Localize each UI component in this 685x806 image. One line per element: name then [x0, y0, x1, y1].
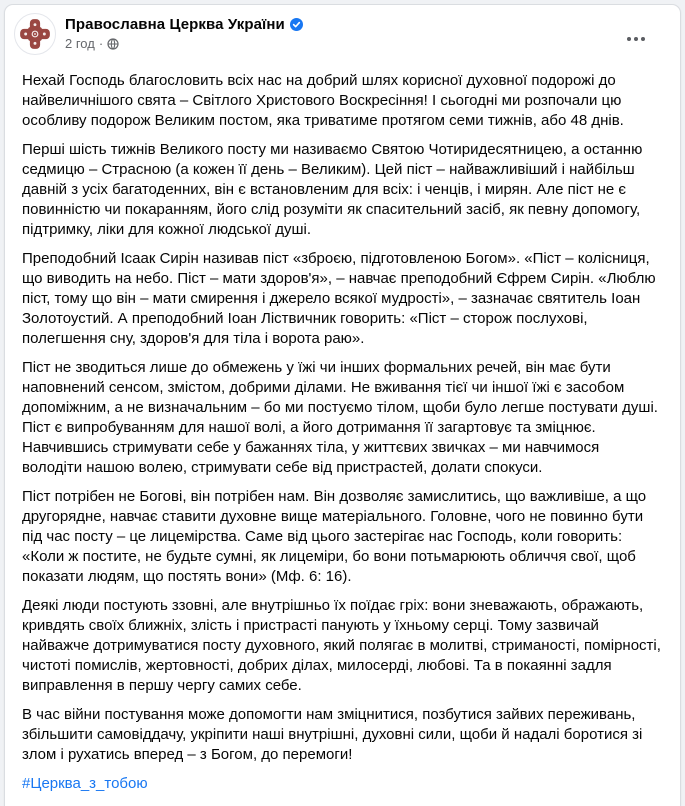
- avatar[interactable]: [14, 13, 56, 55]
- globe-icon: [107, 38, 119, 50]
- more-options-button[interactable]: [618, 21, 654, 57]
- post-card: [4, 4, 681, 806]
- timestamp[interactable]: 2 год: [65, 36, 95, 51]
- post-header: [5, 5, 680, 57]
- post-paragraph: Піст потрібен не Богові, він потрібен нам. Він дозволяє замислитись, що важливіше, а що другорядне, навчає ставити духовне вище матеріального. Головне, чого не повинно бути під час посту – це лицемірства. Саме від цього застерігає нас Господь, коли говорить: «Коли ж постите, не будьте сумні, як лицеміри, бо вони потьмарюють обличчя свої, щоб показати людям, що постять вони» (Мф. 6: 16).: [22, 488, 647, 585]
- post-paragraph: Перші шість тижнів Великого посту ми називаємо Святою Чотиридесятницею, а останню седмицю – Страсною (а кожен її день – Великим). Цей піст – найважливіший і найбільш давній з усіх багатоденних, він є встановленим для всіх: і ченців, і мирян. Але піст не є повинністю чи покаранням, його слід розуміти як спасительний засіб, як певну допомогу, підтримку, ліки для кожної людської душі.: [22, 141, 643, 238]
- post-paragraph: Нехай Господь благословить всіх нас на добрий шлях корисної духовної подорожі до найвеличнішого свята – Світлого Христового Воскресіння! І сьогодні ми розпочали цю особливу подорож Великим постом, яка триватиме протягом семи тижнів, або 48 днів.: [22, 72, 624, 129]
- author-name[interactable]: Православна Церква України: [65, 16, 285, 33]
- post-paragraph: В час війни постування може допомогти нам зміцнитися, позбутися зайвих переживань, збільшити самовіддачу, укріпити наші внутрішні, духовні сили, щоби й надалі боротися зі злом і рухатись вперед – з Богом, до перемоги!: [22, 706, 643, 763]
- ellipsis-icon: [625, 28, 647, 50]
- post-meta: [65, 36, 618, 51]
- hashtag-link[interactable]: #Церква_з_тобою: [22, 775, 148, 792]
- meta-separator: ·: [98, 36, 104, 51]
- church-emblem-icon: [18, 17, 52, 51]
- verified-badge-icon: [290, 18, 303, 31]
- author-name-row: [65, 16, 618, 33]
- post-paragraph: Піст не зводиться лише до обмежень у їжі чи інших формальних речей, він має бути наповнений сенсом, змістом, добрими ділами. Не вживання тієї чи іншої їжі є засобом допоміжним, а не визначальним – бо ми постуємо тілом, щоби було легше постувати душі. Піст є випробуванням для нашої волі, а його дотримання її загартовує та зміцнює. Навчившись стримувати себе у бажаннях тіла, у життєвих звичках – ми навчимося володіти нашою волею, стримувати себе від пристрастей, долати спокуси.: [22, 359, 658, 476]
- header-text-column: [65, 13, 618, 51]
- post-paragraph: Деякі люди постують ззовні, але внутрішньо їх поїдає гріх: вони зневажають, ображають, кривдять своїх ближніх, злість і пристрасті панують у їхньому серці. Тому зазвичай найважче дотримуватися посту духовного, який полягає в молитві, стриманості, помірності, чистоті помислів, жертовності, добрих ділах, милосерді, любові. Та в покаянні задля виправлення в першу чергу самих себе.: [22, 597, 661, 694]
- post-paragraph: Преподобний Ісаак Сирін називав піст «зброєю, підготовленою Богом». «Піст – колісниця, що виводить на небо. Піст – мати здоров'я», – навчає преподобний Єфрем Сирін. «Люблю піст, тому що він – мати смирення і джерело всякої мудрості», – зазначає святитель Іоан Золотоустий. А преподобний Іоан Ліствичник говорить: «Піст – сторож послухові, полегшення сну, здоров'я для тіла і ворота раю».: [22, 250, 656, 347]
- post-body: [5, 57, 680, 806]
